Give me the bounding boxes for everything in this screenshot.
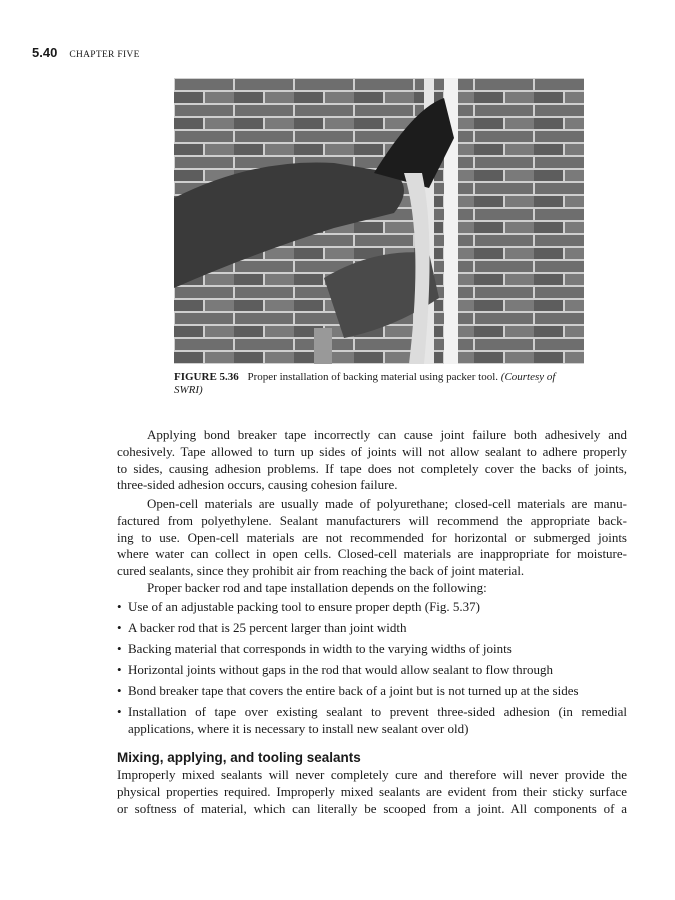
text-line: cohesively. Tape allowed to turn up sides of joints will not allow sealant to adhere properly (117, 443, 627, 459)
list-item: • A backer rod that is 25 percent larger than joint width (117, 619, 407, 635)
list-item: • Bond breaker tape that covers the entire back of a joint but is not turned up at the sides (117, 682, 579, 698)
text-line: three-sided adhesion occurs, causing cohesion failure. (117, 477, 398, 493)
text-line: to sides, causing adhesion problems. If tape does not completely cover the backs of joints, (117, 460, 627, 476)
page-number: 5.40 (32, 45, 58, 60)
section-paragraph (117, 767, 627, 817)
caption-credit-cont: SWRI) (174, 384, 203, 396)
list-item: • Use of an adjustable packing tool to ensure proper depth (Fig. 5.37) (117, 599, 480, 614)
figure-label: FIGURE 5.36 (174, 371, 239, 383)
list-item: • Installation of tape over existing sealant to prevent three-sided adhesion (in remedial applications, where it is necessary to install new sealant over old) (117, 703, 627, 736)
text-line: physical properties required. Improperly mixed sealants are evident from their sticky surface (117, 783, 627, 799)
text-line: Applying bond breaker tape incorrectly can cause joint failure both adhesively and (147, 427, 627, 442)
text-line: cured sealants, since they prohibit air from reaching the back of joint material. (117, 563, 525, 579)
text-line: Proper backer rod and tape installation depends on the following: (147, 579, 487, 595)
text-line: Improperly mixed sealants will never completely cure and therefore will never provide the (117, 767, 627, 782)
text-line: ing to use. Open-cell materials are not recommended for horizontal or submerged joints (117, 529, 627, 545)
section-heading: Mixing, applying, and tooling sealants (117, 750, 361, 765)
caption-text: Proper installation of backing material using packer tool. (247, 371, 499, 383)
text-line: where water can collect in open cells. Closed-cell materials are inappropriate for moisture- (117, 546, 627, 562)
text-line: Open-cell materials are usually made of polyurethane; closed-cell materials are manu- (147, 496, 627, 511)
list-item: • Horizontal joints without gaps in the rod that would allow sealant to flow through (117, 661, 553, 677)
chapter-title: CHAPTER FIVE (69, 50, 140, 60)
list-item: • Backing material that corresponds in width to the varying widths of joints (117, 640, 512, 656)
text-line: factured from polyethylene. Sealant manufacturers will recommend the appropriate back- (117, 512, 627, 528)
paragraph-2 (117, 496, 627, 597)
text-line: or softness of material, which can literally be scooped from a joint. All components of a (117, 800, 627, 816)
paragraph-1 (117, 427, 627, 494)
caption-credit: (Courtesy of (500, 371, 556, 383)
figure-caption (174, 371, 584, 397)
figure-photo (174, 78, 584, 364)
running-header (32, 45, 140, 60)
bullet-list (117, 599, 627, 742)
